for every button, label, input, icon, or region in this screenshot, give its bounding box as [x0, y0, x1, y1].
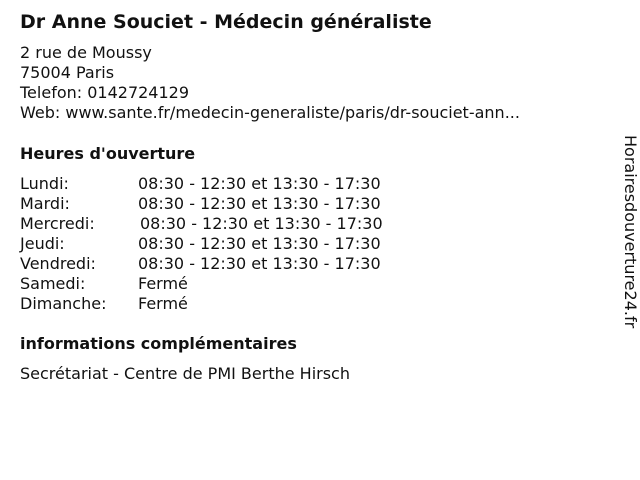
day-label: Jeudi: — [20, 234, 65, 253]
day-hours: 08:30 - 12:30 et 13:30 - 17:30 — [138, 194, 381, 213]
day-label: Lundi: — [20, 174, 69, 193]
day-hours: Fermé — [138, 274, 188, 293]
city: 75004 Paris — [20, 63, 115, 82]
day-label: Dimanche: — [20, 294, 107, 313]
day-hours: 08:30 - 12:30 et 13:30 - 17:30 — [138, 234, 381, 253]
day-label: Vendredi: — [20, 254, 96, 273]
website-link[interactable]: Web: www.sante.fr/medecin-generaliste/paris/dr-souciet-ann... — [20, 103, 520, 122]
page-title: Dr Anne Souciet - Médecin généraliste — [20, 11, 432, 33]
address-block — [20, 43, 520, 123]
day-label: Samedi: — [20, 274, 86, 293]
day-hours: Fermé — [138, 294, 188, 313]
additional-info-text: Secrétariat - Centre de PMI Berthe Hirsch — [20, 364, 350, 383]
day-hours: 08:30 - 12:30 et 13:30 - 17:30 — [140, 214, 383, 233]
day-label: Mercredi: — [20, 214, 95, 233]
opening-hours-heading: Heures d'ouverture — [20, 144, 196, 163]
additional-info-heading: informations complémentaires — [20, 334, 297, 353]
day-hours: 08:30 - 12:30 et 13:30 - 17:30 — [138, 254, 381, 273]
day-label: Mardi: — [20, 194, 70, 213]
day-hours: 08:30 - 12:30 et 13:30 - 17:30 — [138, 174, 381, 193]
site-brand-watermark: Horairesdouverture24.fr — [621, 135, 640, 329]
phone-number: Telefon: 0142724129 — [20, 83, 190, 102]
street-address: 2 rue de Moussy — [20, 43, 152, 62]
